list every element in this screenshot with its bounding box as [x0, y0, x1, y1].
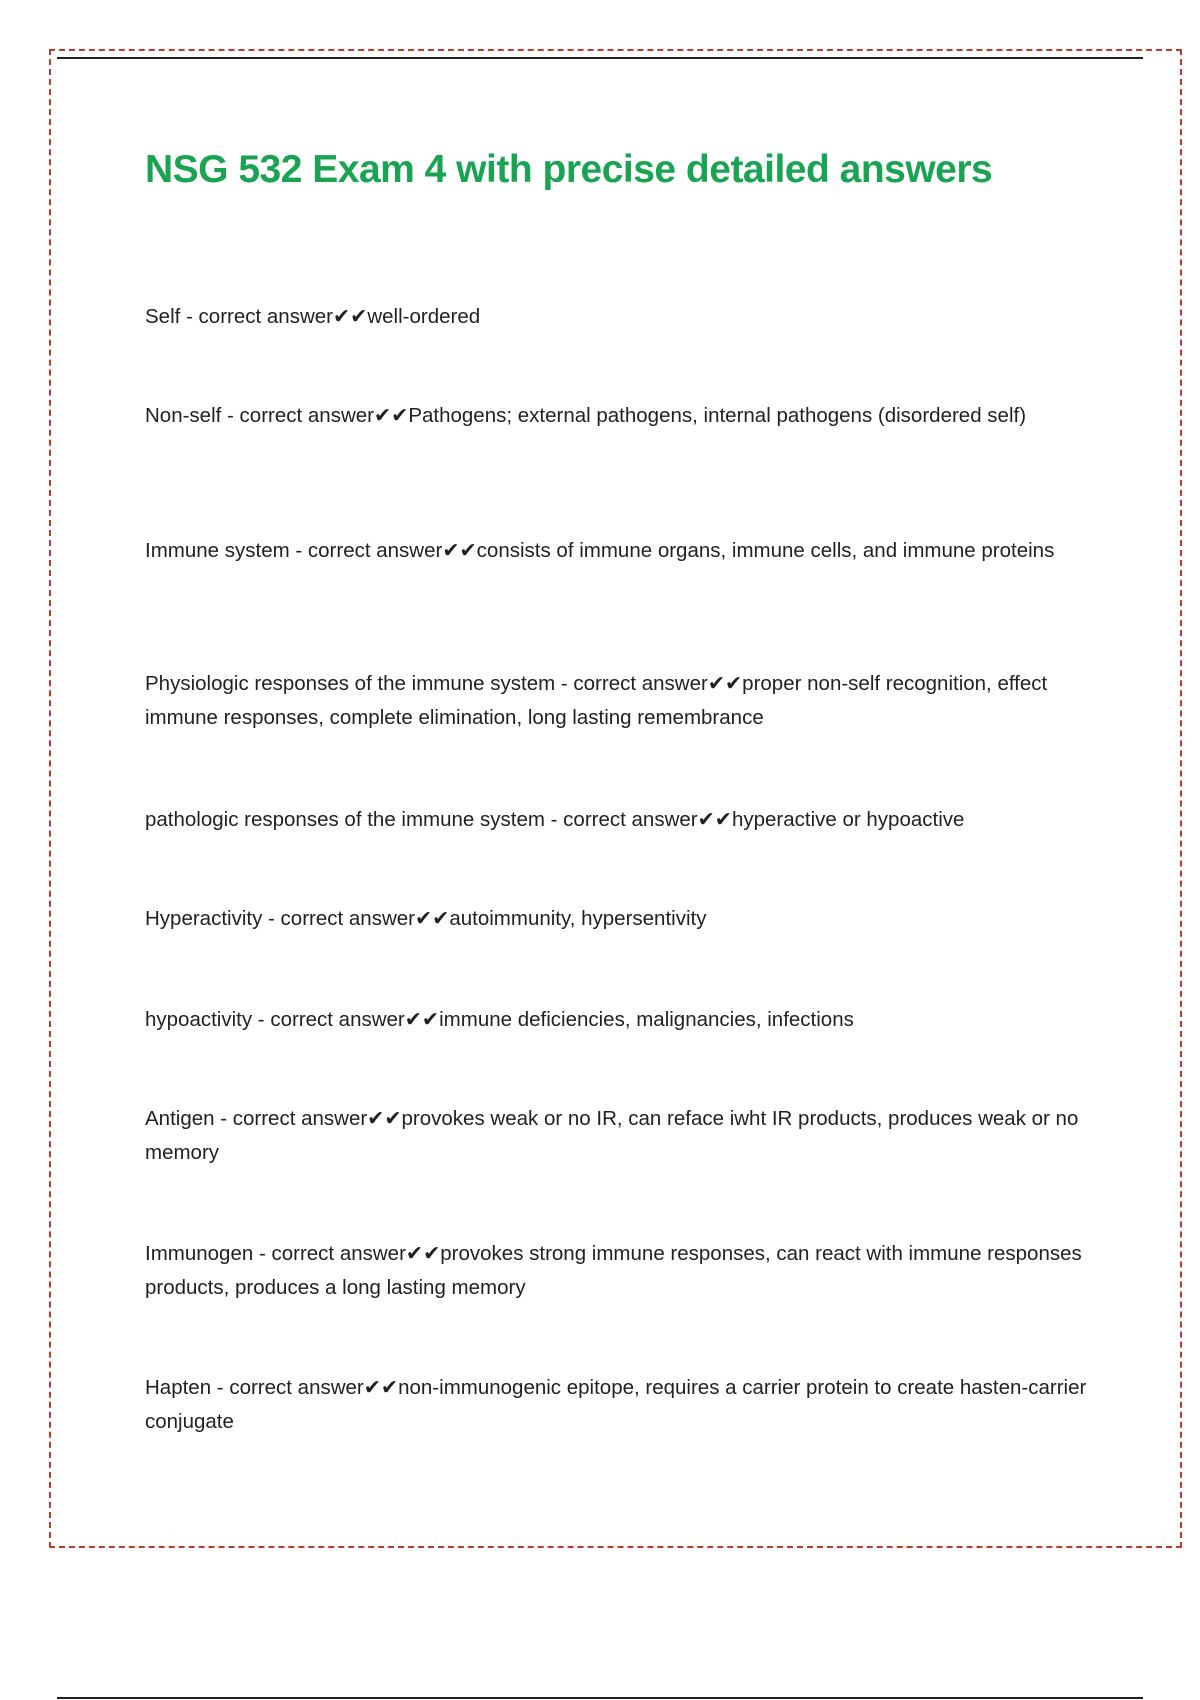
qa-item-non-self: Non-self - correct answer✔✔Pathogens; external pathogens, internal pathogens (disordered self)	[145, 404, 1027, 427]
header-rule	[57, 57, 1143, 59]
qa-item-physiologic-responses: Physiologic responses of the immune system - correct answer✔✔proper non-self recognition, effect immune responses, complete elimination, long lasting remembrance	[145, 672, 1048, 729]
qa-item-hyperactivity: Hyperactivity - correct answer✔✔autoimmunity, hypersentivity	[145, 907, 707, 930]
footer-rule	[57, 1697, 1143, 1699]
qa-item-antigen: Antigen - correct answer✔✔provokes weak or no IR, can reface iwht IR products, produces weak or no memory	[145, 1107, 1079, 1164]
qa-item-hapten: Hapten - correct answer✔✔non-immunogenic epitope, requires a carrier protein to create hasten-carrier conjugate	[145, 1376, 1087, 1433]
page-border	[49, 49, 1182, 1548]
document-title: NSG 532 Exam 4 with precise detailed answers	[145, 148, 993, 191]
qa-item-self: Self - correct answer✔✔well-ordered	[145, 305, 481, 328]
qa-item-hypoactivity: hypoactivity - correct answer✔✔immune deficiencies, malignancies, infections	[145, 1008, 854, 1031]
qa-item-immunogen: Immunogen - correct answer✔✔provokes strong immune responses, can react with immune responses products, produces a long lasting memory	[145, 1242, 1082, 1299]
qa-item-pathologic-responses: pathologic responses of the immune system - correct answer✔✔hyperactive or hypoactive	[145, 808, 965, 831]
qa-item-immune-system: Immune system - correct answer✔✔consists of immune organs, immune cells, and immune proteins	[145, 539, 1055, 562]
